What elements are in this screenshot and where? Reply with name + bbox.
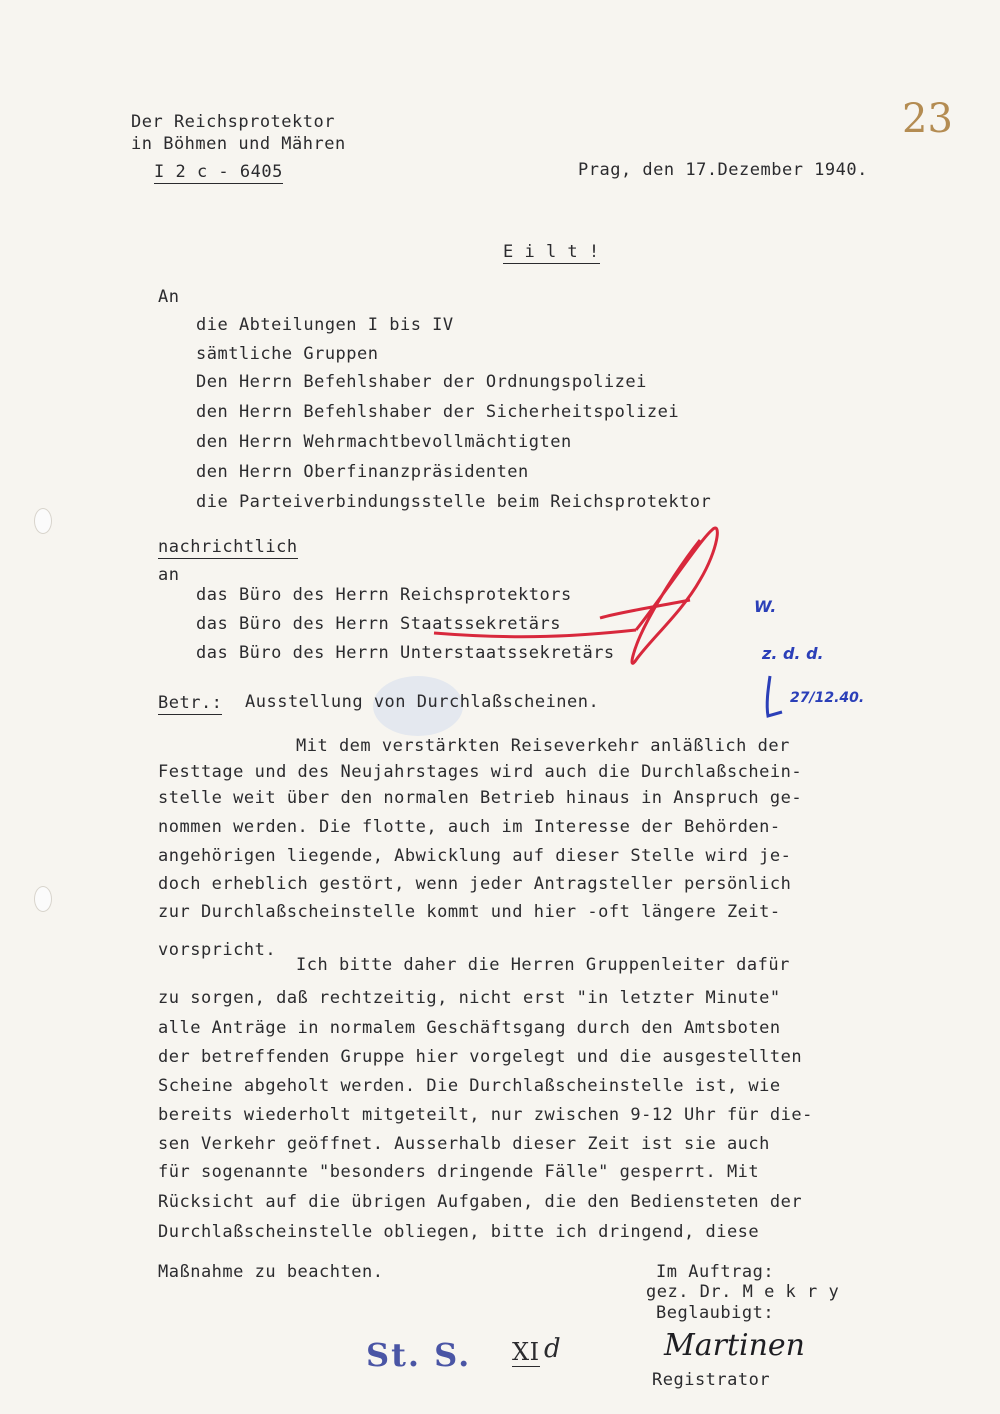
body-line: Durchlaßscheinstelle obliegen, bitte ich dringend, diese xyxy=(158,1222,760,1242)
addressee-intro: An xyxy=(158,287,180,307)
sender-line-2: in Böhmen und Mähren xyxy=(131,134,346,154)
body-line: Scheine abgeholt werden. Die Durchlaßscheinstelle ist, wie xyxy=(158,1076,781,1096)
subject-text: Ausstellung von Durchlaßscheinen. xyxy=(245,692,600,712)
handwritten-note: z. d. d. xyxy=(762,644,824,663)
addressee-item: den Herrn Wehrmachtbevollmächtigten xyxy=(196,432,572,452)
cc-item: das Büro des Herrn Staatssekretärs xyxy=(196,614,561,634)
body-line: der betreffenden Gruppe hier vorgelegt und die ausgestellten xyxy=(158,1047,803,1067)
handwritten-date: 27/12.40. xyxy=(790,690,865,706)
body-line: Ich bitte daher die Herren Gruppenleiter dafür xyxy=(296,955,790,975)
registrar-role: Registrator xyxy=(652,1370,771,1390)
office-stamp: St. S. xyxy=(366,1336,472,1374)
priority-heading: E i l t ! xyxy=(503,242,600,262)
body-line: stelle weit über den normalen Betrieb hinaus in Anspruch ge- xyxy=(158,788,803,808)
cc-item: das Büro des Herrn Reichsprotektors xyxy=(196,585,572,605)
body-line: zu sorgen, daß rechtzeitig, nicht erst "in letzter Minute" xyxy=(158,988,781,1008)
addressee-item: den Herrn Oberfinanzpräsidenten xyxy=(196,462,529,482)
cc-intro: an xyxy=(158,565,180,585)
addressee-item: die Abteilungen I bis IV xyxy=(196,315,454,335)
body-line: doch erheblich gestört, wenn jeder Antragsteller persönlich xyxy=(158,874,792,894)
body-line: nommen werden. Die flotte, auch im Interesse der Behörden- xyxy=(158,817,781,837)
body-line: Mit dem verstärkten Reiseverkehr anläßlich der xyxy=(296,736,790,756)
body-line: zur Durchlaßscheinstelle kommt und hier -oft längere Zeit- xyxy=(158,902,781,922)
body-line: angehörigen liegende, Abwicklung auf dieser Stelle wird je- xyxy=(158,846,792,866)
closing-line-3: Beglaubigt: xyxy=(656,1303,775,1323)
addressee-item: Den Herrn Befehlshaber der Ordnungspolizei xyxy=(196,372,647,392)
page-number: 23 xyxy=(902,96,953,142)
cc-item: das Büro des Herrn Unterstaatssekretärs xyxy=(196,643,615,663)
reference-number: I 2 c - 6405 xyxy=(154,162,283,182)
body-line: vorspricht. xyxy=(158,940,277,960)
body-line: sen Verkehr geöffnet. Ausserhalb dieser Zeit ist sie auch xyxy=(158,1134,770,1154)
body-line: Maßnahme zu beachten. xyxy=(158,1262,384,1282)
cc-label: nachrichtlich xyxy=(158,537,298,557)
subject-label: Betr.: xyxy=(158,693,223,713)
body-line: Rücksicht auf die übrigen Aufgaben, die den Bediensteten der xyxy=(158,1192,803,1212)
closing-line-2: gez. Dr. M e k r y xyxy=(646,1282,840,1302)
addressee-item: die Parteiverbindungsstelle beim Reichsprotektor xyxy=(196,492,712,512)
body-line: bereits wiederholt mitgeteilt, nur zwischen 9-12 Uhr für die- xyxy=(158,1105,813,1125)
date-line: Prag, den 17.Dezember 1940. xyxy=(578,160,868,180)
addressee-item: sämtliche Gruppen xyxy=(196,344,379,364)
body-line: alle Anträge in normalem Geschäftsgang durch den Amtsboten xyxy=(158,1018,781,1038)
addressee-item: den Herrn Befehlshaber der Sicherheitspolizei xyxy=(196,402,680,422)
handwritten-initial: W. xyxy=(754,597,777,616)
body-line: Festtage und des Neujahrstages wird auch die Durchlaßschein- xyxy=(158,762,803,782)
stamp-roman: XI xyxy=(512,1338,540,1366)
stamp-mark: d xyxy=(544,1334,562,1364)
closing-line-1: Im Auftrag: xyxy=(656,1262,775,1282)
sender-line-1: Der Reichsprotektor xyxy=(131,112,335,132)
handwritten-signature: Martinen xyxy=(664,1328,805,1363)
body-line: für sogenannte "besonders dringende Fälle" gesperrt. Mit xyxy=(158,1162,760,1182)
